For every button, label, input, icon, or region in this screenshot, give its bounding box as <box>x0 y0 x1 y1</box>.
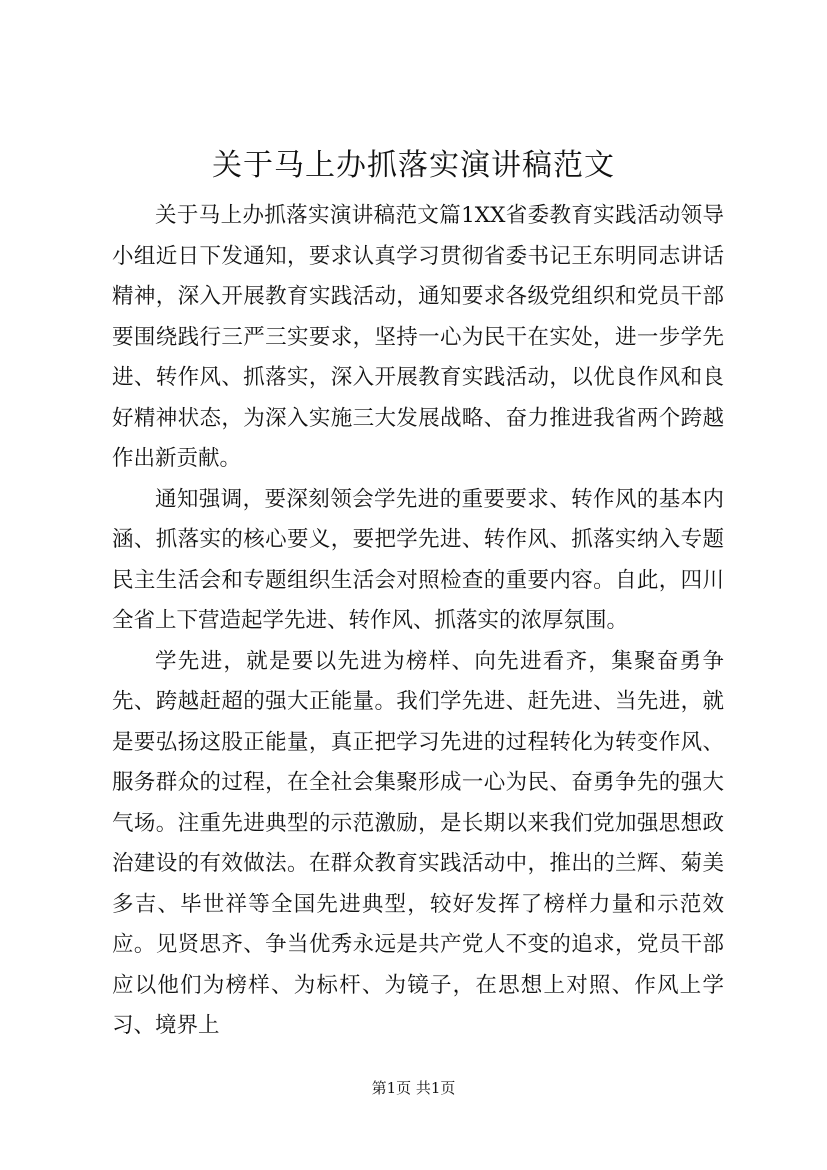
paragraph-3: 学先进，就是要以先进为榜样、向先进看齐，集聚奋勇争先、跨越赶超的强大正能量。我们学先进、赶先进、当先进，就是要弘扬这股正能量，真正把学习先进的过程转化为转变作风、服务群众的过程，在全社会集聚形成一心为民、奋勇争先的强大气场。注重先进典型的示范激励，是长期以来我们党加强思想政治建设的有效做法。在群众教育实践活动中，推出的兰辉、菊美多吉、毕世祥等全国先进典型，较好发挥了榜样力量和示范效应。见贤思齐、争当优秀永远是共产党人不变的追求，党员干部应以他们为榜样、为标杆、为镜子，在思想上对照、作风上学习、境界上 <box>112 648 724 1038</box>
paragraph-2: 通知强调，要深刻领会学先进的重要要求、转作风的基本内涵、抓落实的核心要义，要把学先进、转作风、抓落实纳入专题民主生活会和专题组织生活会对照检查的重要内容。自此，四川全省上下营造起学先进、转作风、抓落实的浓厚氛围。 <box>112 486 724 633</box>
page-footer: 第1页 共1页 <box>371 1079 456 1097</box>
document-body <box>112 196 724 1047</box>
paragraph-1: 关于马上办抓落实演讲稿范文篇1XX省委教育实践活动领导小组近日下发通知，要求认真学习贯彻省委书记王东明同志讲话精神，深入开展教育实践活动，通知要求各级党组织和党员干部要围绕践行三严三实要求，坚持一心为民干在实处，进一步学先进、转作风、抓落实，深入开展教育实践活动，以优良作风和良好精神状态，为深入实施三大发展战略、奋力推进我省两个跨越作出新贡献。 <box>112 203 724 471</box>
document-title: 关于马上办抓落实演讲稿范文 <box>212 148 615 183</box>
